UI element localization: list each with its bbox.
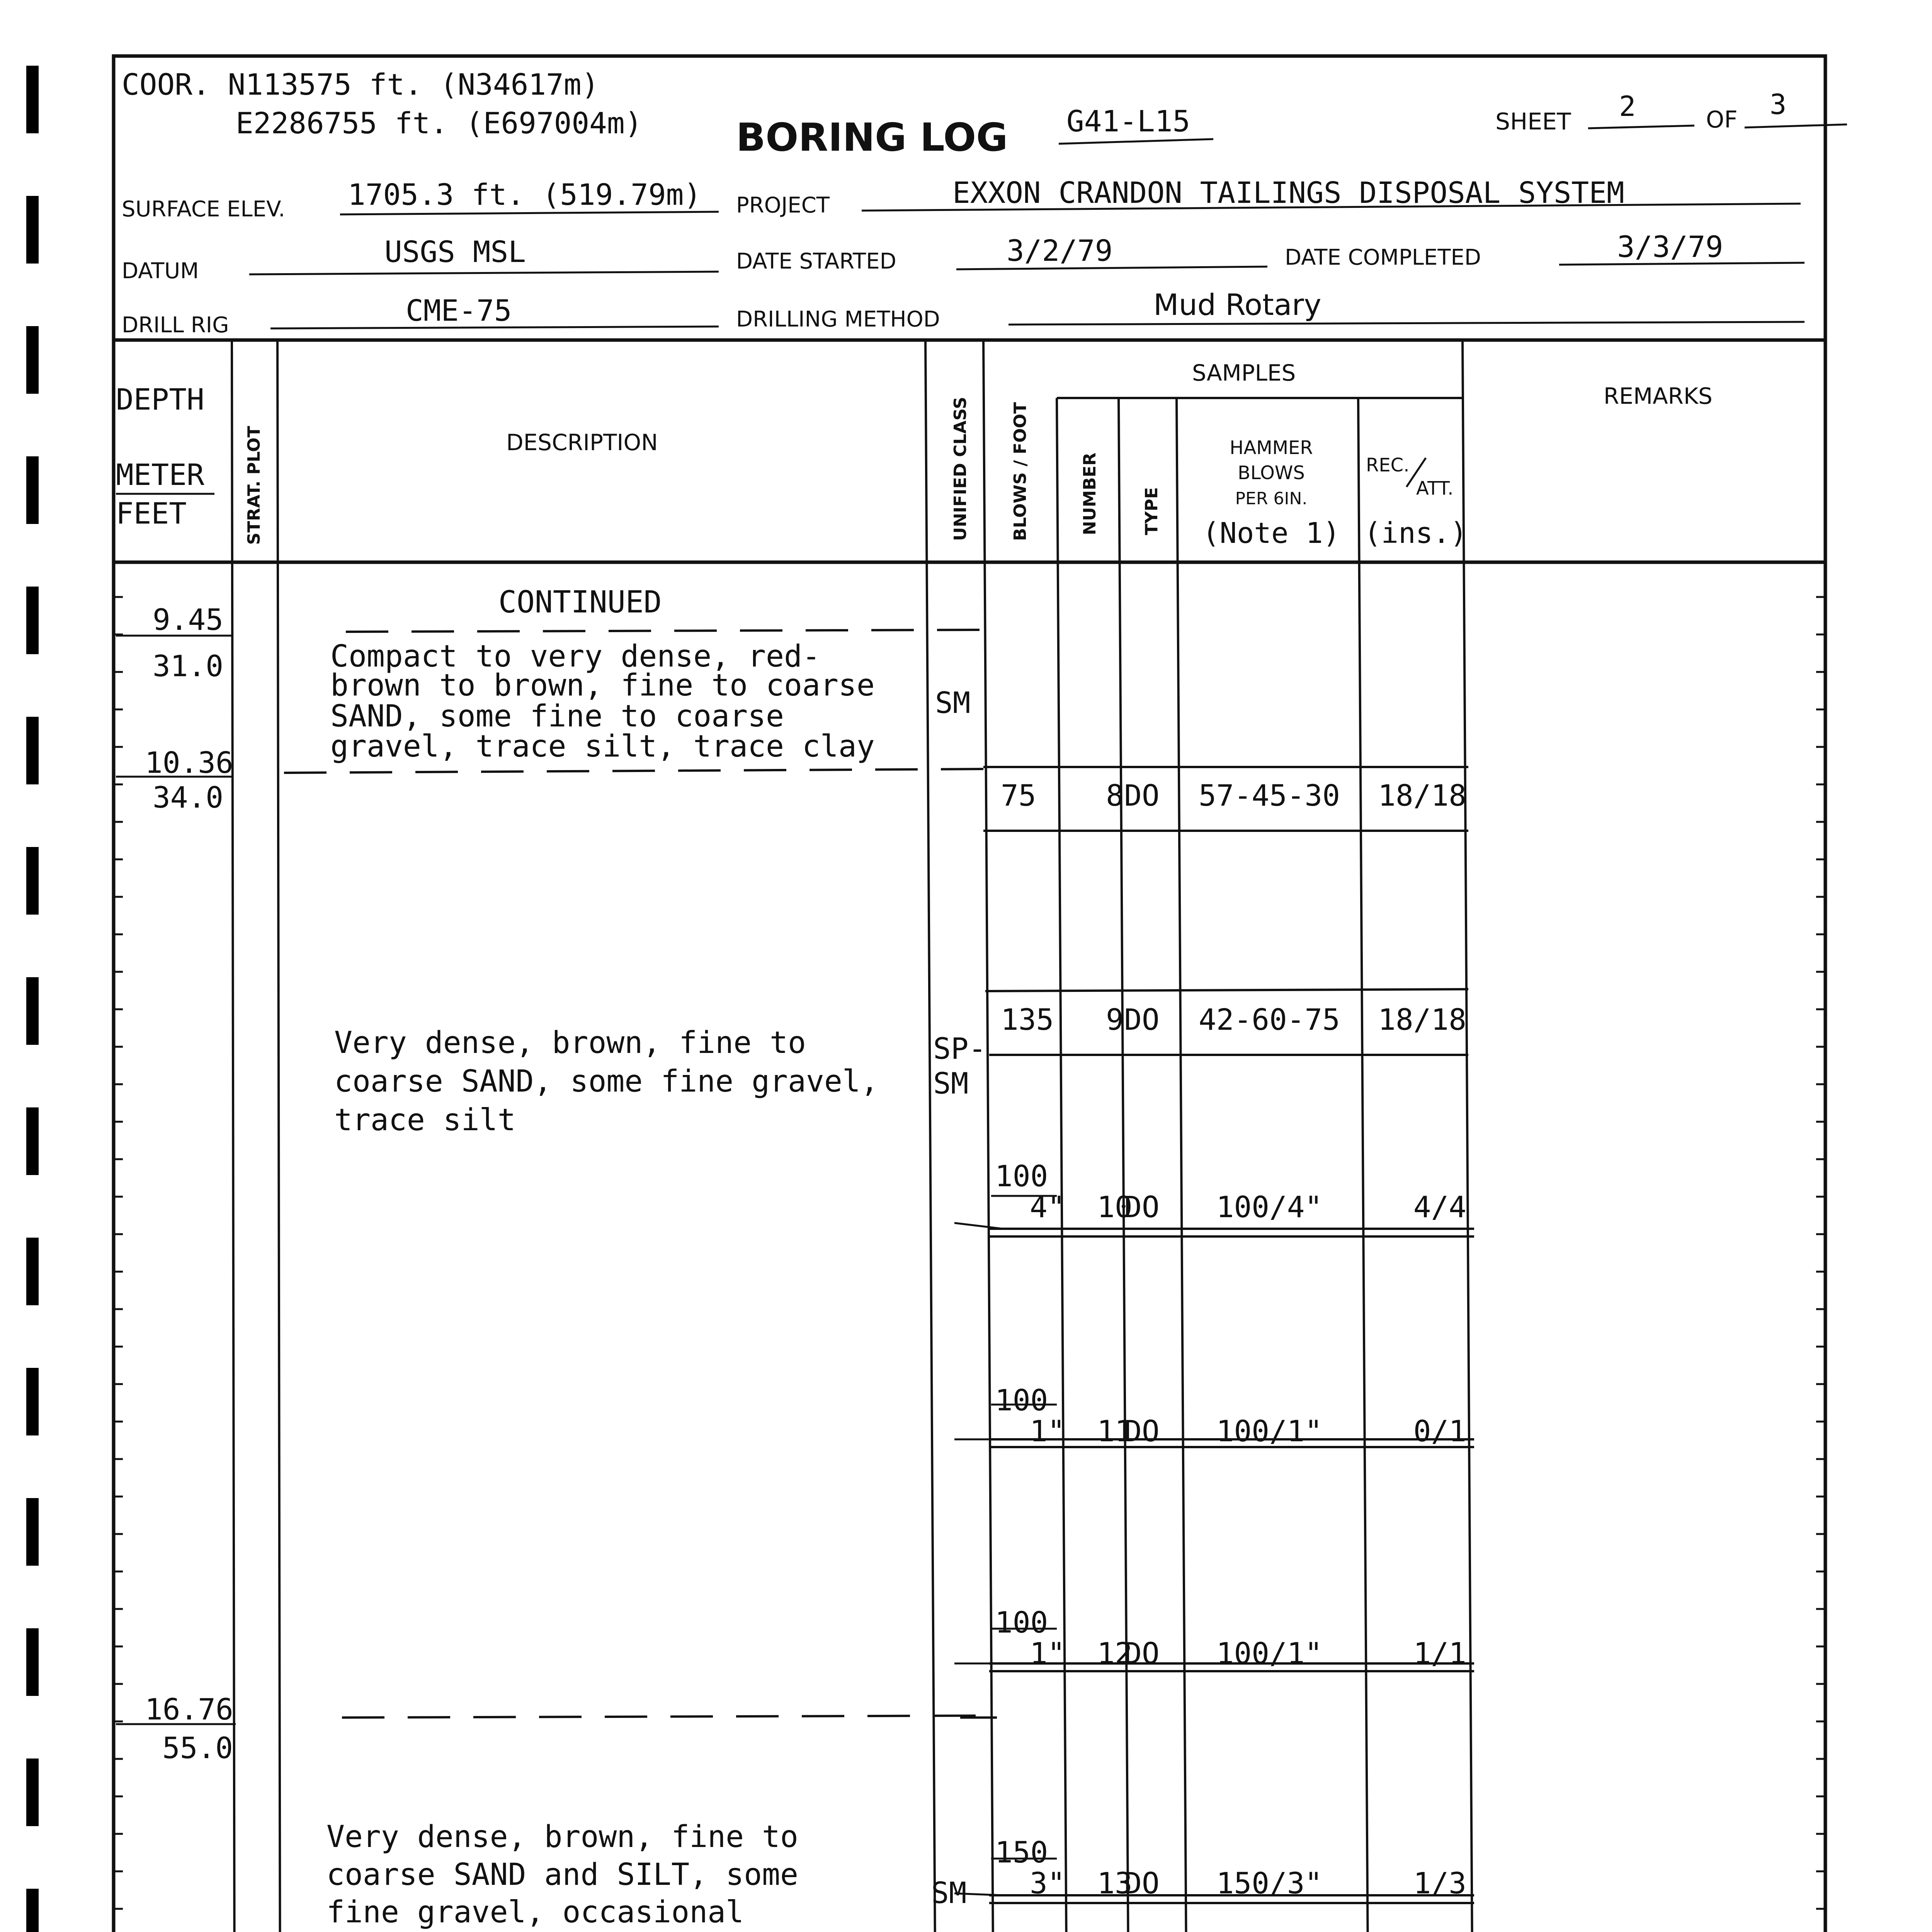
col-rec-units: (ins.)	[1364, 517, 1468, 550]
surface-elev-value: 1705.3 ft. (519.79m)	[348, 177, 702, 212]
boring-id: G41-L15	[1066, 104, 1190, 138]
col-hammer-note: (Note 1)	[1202, 517, 1340, 550]
punch-holes	[26, 66, 39, 1932]
project-value: EXXON CRANDON TAILINGS DISPOSAL SYSTEM	[952, 175, 1624, 210]
unified-class: SM	[933, 1066, 969, 1100]
depth-meter: 10.36	[145, 745, 233, 780]
sample-number: 12	[1097, 1636, 1133, 1670]
description-line: Very dense, brown, fine to	[327, 1820, 798, 1854]
drilling-method-value: Mud Rotary	[1153, 287, 1321, 322]
sample-blows: 135	[1001, 1002, 1054, 1037]
punch-hole	[26, 456, 39, 524]
description-line: fine gravel, occasional	[327, 1895, 744, 1930]
drill-rig-value: CME-75	[406, 293, 512, 328]
sample-type: DO	[1124, 1866, 1160, 1900]
col-type: TYPE	[1142, 487, 1162, 535]
sample-number: 9	[1106, 1002, 1124, 1037]
punch-hole	[26, 977, 39, 1045]
punch-hole	[26, 1107, 39, 1175]
depth-ticks	[114, 597, 1825, 1932]
sample-blows: 100	[995, 1383, 1048, 1417]
sample-hammer-blows: 150/3"	[1216, 1866, 1323, 1900]
punch-hole	[26, 196, 39, 264]
sample-blows: 100	[995, 1159, 1048, 1193]
sample-blows: 100	[995, 1605, 1048, 1639]
datum-value: USGS MSL	[384, 235, 526, 269]
description-line: trace silt	[334, 1103, 516, 1138]
punch-hole	[26, 1889, 39, 1932]
sample-recovery: 4/4	[1413, 1190, 1466, 1224]
punch-hole	[26, 1628, 39, 1696]
depth-meter: 9.45	[153, 602, 224, 637]
coordinates-north: COOR. N113575 ft. (N34617m)	[122, 67, 599, 102]
col-samples: SAMPLES	[1192, 360, 1296, 386]
sample-hammer-blows: 100/4"	[1216, 1190, 1323, 1224]
depth-meter: 16.76	[145, 1692, 233, 1726]
punch-hole	[26, 1759, 39, 1826]
col-hammer-3: PER 6IN.	[1235, 489, 1308, 509]
form-title: BORING LOG	[736, 115, 1008, 160]
sheet-label: SHEET	[1495, 108, 1571, 135]
sample-hammer-blows: 42-60-75	[1198, 1002, 1340, 1037]
date-started-value: 3/2/79	[1007, 233, 1113, 268]
date-started-label: DATE STARTED	[736, 249, 896, 274]
sample-type: DO	[1124, 1190, 1160, 1224]
unified-class: SM	[931, 1876, 967, 1910]
sample-type: DO	[1124, 778, 1160, 813]
form-frame	[114, 56, 1825, 1932]
sample-blows: 75	[1001, 778, 1036, 813]
sample-rules	[983, 767, 1474, 1932]
sample-number: 10	[1097, 1190, 1133, 1224]
col-description: DESCRIPTION	[506, 429, 658, 456]
col-feet: FEET	[116, 496, 187, 531]
project-label: PROJECT	[736, 193, 830, 218]
blows-fraction-marks	[954, 1196, 1057, 1932]
col-hammer-1: HAMMER	[1230, 437, 1313, 459]
col-unified-class: UNIFIED CLASS	[951, 396, 970, 541]
punch-hole	[26, 326, 39, 394]
depth-feet: 55.0	[162, 1731, 233, 1765]
sample-blows: 150	[995, 1835, 1048, 1869]
description-line: coarse SAND and SILT, some	[327, 1857, 798, 1892]
col-rec: REC.	[1366, 454, 1410, 476]
sample-hammer-blows: 100/1"	[1216, 1636, 1323, 1670]
sample-recovery: 0/1	[1413, 1414, 1466, 1448]
depth-markers	[116, 602, 236, 1932]
description-line: Very dense, brown, fine to	[334, 1026, 806, 1060]
description-line: gravel, trace silt, trace clay	[330, 729, 875, 764]
col-hammer-2: BLOWS	[1238, 462, 1305, 484]
sample-number: 8	[1106, 778, 1124, 813]
punch-hole	[26, 587, 39, 654]
col-meter: METER	[116, 457, 204, 492]
datum-label: DATUM	[122, 259, 199, 284]
sample-recovery: 1/1	[1413, 1636, 1466, 1670]
description-line: SAND, some fine to coarse	[330, 699, 784, 734]
sample-type: DO	[1124, 1414, 1160, 1448]
date-completed-value: 3/3/79	[1617, 230, 1723, 264]
sample-type: DO	[1124, 1002, 1160, 1037]
sample-blows-inches: 4"	[1030, 1190, 1065, 1224]
sample-number: 13	[1097, 1866, 1133, 1900]
col-att: ATT.	[1416, 478, 1454, 499]
col-remarks: REMARKS	[1604, 383, 1713, 409]
sample-recovery: 18/18	[1378, 778, 1466, 813]
surface-elev-label: SURFACE ELEV.	[122, 197, 285, 222]
unified-class: SM	[935, 685, 971, 720]
col-strat-plot: STRAT. PLOT	[244, 426, 264, 545]
depth-feet: 31.0	[153, 649, 224, 683]
continued-label: CONTINUED	[498, 585, 662, 620]
col-depth: DEPTH	[116, 382, 204, 417]
drilling-method-label: DRILLING METHOD	[736, 307, 940, 332]
sheet-total: 3	[1770, 88, 1787, 121]
sample-recovery: 18/18	[1378, 1002, 1466, 1037]
drill-rig-label: DRILL RIG	[122, 313, 229, 338]
description-line: brown to brown, fine to coarse	[330, 668, 875, 703]
coordinates-east: E2286755 ft. (E697004m)	[236, 106, 643, 140]
col-blows-foot: BLOWS / FOOT	[1010, 402, 1030, 541]
sample-blows-inches: 1"	[1030, 1414, 1065, 1448]
sample-recovery: 1/3	[1413, 1866, 1466, 1900]
sample-hammer-blows: 100/1"	[1216, 1414, 1323, 1448]
description-line: coarse SAND, some fine gravel,	[334, 1064, 879, 1099]
punch-hole	[26, 1238, 39, 1305]
sample-number: 11	[1097, 1414, 1133, 1448]
date-completed-label: DATE COMPLETED	[1285, 245, 1481, 270]
header	[122, 67, 1847, 338]
of-label: OF	[1706, 106, 1738, 133]
depth-feet: 34.0	[153, 780, 224, 815]
sample-blows-inches: 3"	[1030, 1866, 1065, 1900]
punch-hole	[26, 1498, 39, 1566]
stratum-boundaries	[284, 630, 997, 1932]
col-number: NUMBER	[1080, 452, 1100, 535]
sample-blows-inches: 1"	[1030, 1636, 1065, 1670]
punch-hole	[26, 717, 39, 784]
column-headings	[116, 360, 1713, 550]
sample-type: DO	[1124, 1636, 1160, 1670]
descriptions	[327, 585, 986, 1932]
sample-hammer-blows: 57-45-30	[1198, 778, 1340, 813]
punch-hole	[26, 1368, 39, 1435]
description-line: Compact to very dense, red-	[330, 639, 820, 674]
sheet-number: 2	[1619, 90, 1636, 122]
punch-hole	[26, 847, 39, 915]
punch-hole	[26, 66, 39, 133]
unified-class: SP-	[933, 1031, 986, 1066]
